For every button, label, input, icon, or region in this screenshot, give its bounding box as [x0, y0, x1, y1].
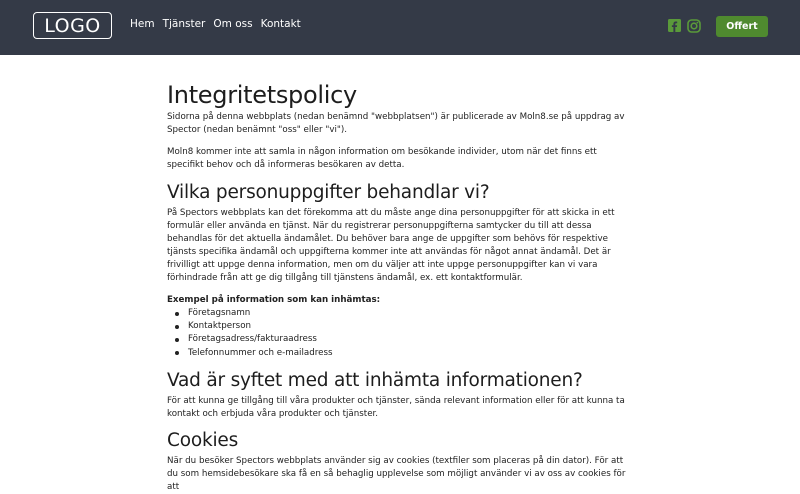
section-heading-syfte: Vad är syftet med att inhämta informationen?: [167, 369, 583, 391]
nav-link-kontakt[interactable]: Kontakt: [260, 18, 301, 30]
section-heading-cookies: Cookies: [167, 429, 239, 451]
list-item: Företagsnamn: [167, 307, 632, 320]
list-item: Telefonnummer och e-mailadress: [167, 347, 632, 360]
section-text-syfte: För att kunna ge tillgång till våra produkter och tjänster, sända relevant information eller för att kunna ta kontakt och erbjuda våra produkter och tjänster.: [167, 395, 625, 419]
section-text-cookies: När du besöker Spectors webbplats använder sig av cookies (textfiler som placeras på din dator). För att du som hemsidebesökare ska få en så behaglig upplevelse som möjligt använder vi av oss av cookies för att: [167, 455, 626, 492]
nav-link-om-oss[interactable]: Om oss: [213, 18, 253, 30]
info-list: [167, 307, 632, 360]
top-navbar: [0, 0, 800, 55]
nav-link-hem[interactable]: Hem: [130, 18, 155, 30]
instagram-icon[interactable]: [687, 19, 701, 33]
nav-link-tjanster[interactable]: Tjänster: [162, 18, 206, 30]
list-item: Kontaktperson: [167, 320, 632, 333]
logo[interactable]: LOGO: [33, 12, 112, 39]
intro-paragraph-2: Moln8 kommer inte att samla in någon information om besökande individer, utom när det finns ett specifikt behov och då informeras besökaren av detta.: [167, 147, 597, 170]
list-label: Exempel på information som kan inhämtas:: [167, 295, 381, 305]
main-nav: [130, 18, 309, 30]
intro-paragraph-1: Sidorna på denna webbplats (nedan benämnd "webbplatsen") är publicerade av Moln8.se på uppdrag av Spector (nedan benämnt "oss" eller "vi").: [167, 112, 625, 135]
facebook-icon[interactable]: [668, 19, 681, 32]
section-heading-personuppgifter: Vilka personuppgifter behandlar vi?: [167, 182, 490, 203]
list-item: Företagsadress/fakturaadress: [167, 333, 632, 346]
main-content: [167, 82, 632, 494]
section-text-personuppgifter: På Spectors webbplats kan det förekomma att du måste ange dina personuppgifter för att skicka in ett formulär eller använda en tjänst. När du registrerar personuppgifterna samtycker du till att dessa behandlas för det aktuella ändamålet. Du behöver bara ange de uppgifter som behövs för respektive tjänsts specifika ändamål och uppgifterna kommer inte att användas för något annat ändamål. Det är frivilligt att uppge denna information, men om du väljer att inte uppge personuppgifter kan vi vara förhindrade från att ge dig tillgång till tjänstens ändamål, ex. ett kontaktformulär.: [167, 208, 615, 283]
offert-button[interactable]: Offert: [716, 16, 768, 37]
page-title: Integritetspolicy: [167, 81, 357, 109]
